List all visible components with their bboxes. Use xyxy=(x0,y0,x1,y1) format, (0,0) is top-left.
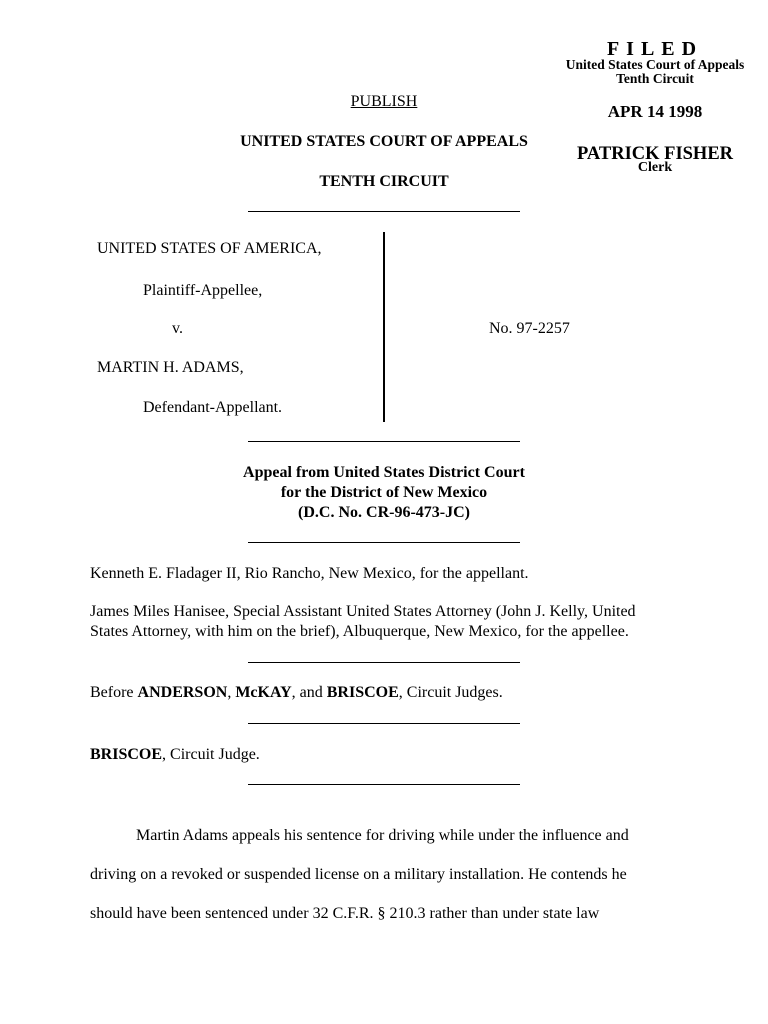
publish-label: PUBLISH xyxy=(350,93,418,110)
filed-stamp-title: FILED xyxy=(606,38,704,60)
appeal-line-2: for the District of New Mexico xyxy=(280,484,488,501)
caption-divider xyxy=(383,232,385,422)
panel-judge-mckay: McKAY xyxy=(235,684,292,701)
counsel-appellant: Kenneth E. Fladager II, Rio Rancho, New Mexico, for the appellant. xyxy=(90,565,529,582)
panel-line xyxy=(90,684,503,702)
panel-separator: , xyxy=(227,684,236,701)
appeal-line-3: (D.C. No. CR-96-473-JC) xyxy=(298,504,470,521)
defendant-name: MARTIN H. ADAMS, xyxy=(97,359,244,376)
clerk-title: Clerk xyxy=(637,160,673,175)
divider-rule xyxy=(248,441,520,442)
divider-rule xyxy=(248,542,520,543)
counsel-appellee-line-1: James Miles Hanisee, Special Assistant United States Attorney (John J. Kelly, United xyxy=(90,603,636,620)
opinion-line-2: driving on a revoked or suspended license on a military installation. He contends he xyxy=(90,866,627,883)
divider-rule xyxy=(248,662,520,663)
opinion-line-1: Martin Adams appeals his sentence for driving while under the influence and xyxy=(136,827,629,844)
versus: v. xyxy=(172,320,183,337)
panel-before: Before xyxy=(90,684,138,701)
circuit-heading: TENTH CIRCUIT xyxy=(319,173,449,190)
panel-suffix: , Circuit Judges. xyxy=(398,684,503,701)
panel-judge-briscoe: BRISCOE xyxy=(326,684,399,701)
filed-stamp-circuit: Tenth Circuit xyxy=(616,71,694,86)
filed-stamp-court: United States Court of Appeals xyxy=(565,57,745,72)
divider-rule xyxy=(248,723,520,724)
divider-rule xyxy=(248,784,520,785)
author-name: BRISCOE xyxy=(90,746,163,763)
author-line xyxy=(90,746,260,764)
divider-rule xyxy=(248,211,520,212)
case-number: No. 97-2257 xyxy=(489,320,570,337)
panel-judge-anderson: ANDERSON xyxy=(137,684,228,701)
counsel-appellee-line-2: States Attorney, with him on the brief), Albuquerque, New Mexico, for the appellee. xyxy=(90,623,629,640)
clerk-name: PATRICK FISHER xyxy=(576,144,734,164)
court-heading: UNITED STATES COURT OF APPEALS xyxy=(240,133,528,150)
author-suffix: , Circuit Judge. xyxy=(162,746,260,763)
opinion-line-3: should have been sentenced under 32 C.F.R. § 210.3 rather than under state law xyxy=(90,905,600,922)
filed-stamp-date: APR 14 1998 xyxy=(607,102,703,121)
plaintiff-name: UNITED STATES OF AMERICA, xyxy=(97,240,322,257)
appeal-line-1: Appeal from United States District Court xyxy=(243,464,525,481)
panel-separator: , and xyxy=(291,684,327,701)
defendant-role: Defendant-Appellant. xyxy=(143,399,283,416)
plaintiff-role: Plaintiff-Appellee, xyxy=(143,282,263,299)
